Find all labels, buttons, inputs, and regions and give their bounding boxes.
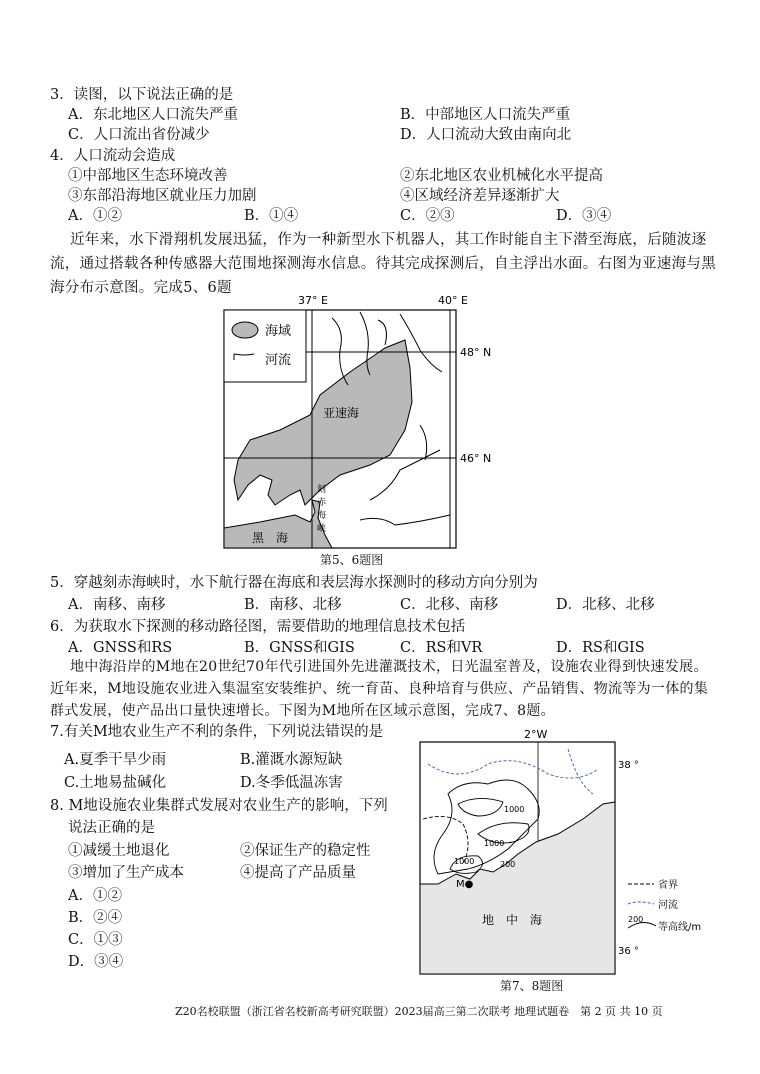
- q4-item-2: ②东北地区农业机械化水平提高: [400, 168, 603, 184]
- q8-item-4: ④提高了产品质量: [240, 865, 356, 881]
- q4-item-1: ①中部地区生态环境改善: [68, 168, 228, 184]
- legend-river-swatch-2: [628, 902, 654, 904]
- lat-38-label: 38 °: [618, 760, 639, 771]
- q3-option-c: C．人口流出省份减少: [68, 127, 210, 143]
- black-sea-label: 黑 海: [252, 531, 289, 545]
- legend-sea-swatch: [232, 322, 258, 338]
- q7-option-b: B.灌溉水源短缺: [240, 752, 343, 768]
- strait-char-2: 赤: [317, 498, 327, 508]
- strait-char-4: 峡: [317, 524, 327, 534]
- q3-option-d: D．人口流动大致由南向北: [400, 127, 572, 143]
- q7-option-c: C.土地易盐碱化: [64, 775, 167, 791]
- strait-char-1: 刻: [317, 485, 327, 495]
- legend-river-label: 河流: [265, 353, 292, 368]
- lat-46n-label: 46° N: [460, 452, 492, 465]
- q8-option-c: C．①③: [68, 932, 123, 948]
- q7-option-a: A.夏季干旱少雨: [64, 752, 167, 768]
- legend-river-label-2: 河流: [658, 900, 678, 911]
- q8-item-2: ②保证生产的稳定性: [240, 843, 371, 859]
- q6-option-b: B．GNSS和GIS: [244, 640, 355, 656]
- q6-option-a: A．GNSS和RS: [68, 640, 173, 656]
- contour-label-200: 200: [500, 860, 516, 869]
- point-m-label: M●: [456, 879, 474, 890]
- passage-glider: 近年来，水下滑翔机发展迅猛，作为一种新型水下机器人，其工作时能自主下潜至海底，后随波逐流，通过搭载各种传感器大范围地探测海水信息。待其完成探测后，自主浮出水面。右图为亚速海与黑海分布示意图。完成5、6题: [50, 232, 716, 296]
- q4-stem: 4．人口流动会造成: [50, 148, 176, 164]
- q8-option-d: D．③④: [68, 954, 124, 970]
- contour-label-1000-b: 1000: [484, 839, 505, 848]
- mediterranean-region-map: [418, 724, 718, 989]
- map1-caption: 第5、6题图: [320, 553, 384, 567]
- q8-option-b: B．②④: [68, 910, 123, 926]
- lon-2w-label: 2°W: [524, 728, 548, 741]
- strait-char-3: 海: [317, 511, 327, 521]
- passage-mediterranean: 地中海沿岸的M地在20世纪70年代引进国外先进灌溉技术，日光温室普及，设施农业得到快速发展。近年来，M地设施农业进入集温室安装维护、统一育苗、良种培育与供应、产品销售、物流等为一体的集群式发展，使产品出口量快速增长。下图为M地所在区域示意图，完成7、8题。: [50, 659, 709, 719]
- q5-option-b: B．南移、北移: [244, 597, 342, 613]
- q5-stem: 5．穿越刻赤海峡时，水下航行器在海底和表层海水探测时的移动方向分别为: [50, 575, 538, 591]
- azov-sea-label: 亚速海: [323, 406, 360, 420]
- q8-stem: 8. M地设施农业集群式发展对农业生产的影响，下列: [50, 798, 388, 814]
- map1-legend: [224, 310, 306, 382]
- map2-caption: 第7、8题图: [500, 979, 564, 993]
- q8-option-a: A．①②: [68, 888, 122, 904]
- q7-option-d: D.冬季低温冻害: [240, 775, 343, 791]
- q4-option-b: B．①④: [244, 208, 299, 224]
- legend-sea-label: 海域: [265, 324, 292, 339]
- q4-option-a: A．①②: [68, 208, 122, 224]
- contour-label-1000-c: 1000: [454, 857, 475, 866]
- legend-contour-label: 等高线/m: [658, 922, 702, 933]
- q5-option-c: C．北移、南移: [400, 597, 499, 613]
- q4-item-3: ③东部沿海地区就业压力加剧: [68, 188, 257, 204]
- q6-stem: 6．为获取水下探测的移动路径图，需要借助的地理信息技术包括: [50, 619, 466, 635]
- q6-option-d: D．RS和GIS: [556, 640, 645, 656]
- q8-item-3: ③增加了生产成本: [68, 865, 184, 881]
- q8-item-1: ①减缓土地退化: [68, 843, 170, 859]
- q4-option-d: D．③④: [556, 208, 612, 224]
- azov-black-sea-map: [220, 290, 520, 565]
- q3-stem: 3．读图，以下说法正确的是: [50, 87, 234, 103]
- contour-label-1000-a: 1000: [504, 805, 525, 814]
- q3-option-a: A．东北地区人口流失严重: [68, 107, 238, 123]
- q8-stem-cont: 说法正确的是: [68, 820, 155, 836]
- q7-stem: 7.有关M地农业生产不利的条件，下列说法错误的是: [50, 724, 384, 740]
- lon-37e-label: 37° E: [298, 294, 328, 307]
- q5-option-a: A．南移、南移: [68, 597, 166, 613]
- q4-option-c: C．②③: [400, 208, 455, 224]
- q3-option-b: B．中部地区人口流失严重: [400, 107, 571, 123]
- lon-40e-label: 40° E: [438, 294, 468, 307]
- legend-contour-value: 200: [628, 915, 644, 924]
- legend-border-label: 省界: [658, 880, 678, 891]
- mediterranean-label: 地 中 海: [482, 913, 543, 927]
- page-footer: Z20名校联盟（浙江省名校新高考研究联盟）2023届高三第二次联考 地理试题卷 第 2 页 共 10 页: [175, 1005, 663, 1018]
- lat-36-label: 36 °: [618, 946, 639, 957]
- lat-48n-label: 48° N: [460, 346, 492, 359]
- q6-option-c: C．RS和VR: [400, 640, 483, 656]
- q4-item-4: ④区域经济差异逐渐扩大: [400, 188, 560, 204]
- q5-option-d: D．北移、北移: [556, 597, 655, 613]
